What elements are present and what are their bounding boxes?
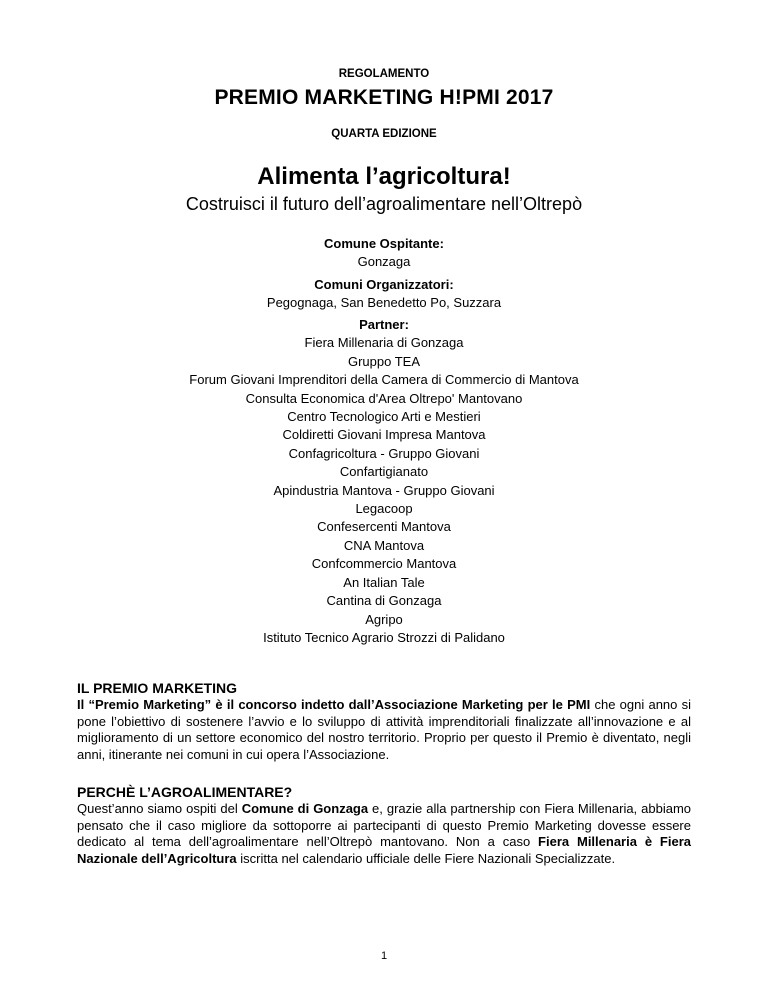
partner-item: Coldiretti Giovani Impresa Mantova xyxy=(282,427,486,443)
document-title: PREMIO MARKETING H!PMI 2017 xyxy=(214,86,554,109)
agro-bold-1: Comune di Gonzaga xyxy=(241,801,369,816)
organizers-value: Pegognaga, San Benedetto Po, Suzzara xyxy=(266,295,502,310)
partner-item: Apindustria Mantova - Gruppo Giovani xyxy=(273,482,495,498)
section-heading-agroalimentare: PERCHÈ L’AGROALIMENTARE? xyxy=(77,784,293,800)
agro-bold-2: Fiera Millenaria è Fiera Nazionale dell’Agricoltura xyxy=(77,834,691,866)
partner-item: Confartigianato xyxy=(339,464,429,480)
partner-item: Confagricoltura - Gruppo Giovani xyxy=(288,445,480,461)
partner-item: Confcommercio Mantova xyxy=(311,556,457,572)
partner-item: Confesercenti Mantova xyxy=(317,519,451,535)
section-heading-premio: IL PREMIO MARKETING xyxy=(77,680,237,696)
partner-item: Cantina di Gonzaga xyxy=(326,593,442,609)
slogan-subheading: Costruisci il futuro dell’agroalimentare nell’Oltrepò xyxy=(185,194,583,214)
partner-item: Gruppo TEA xyxy=(347,353,421,369)
page-number: 1 xyxy=(380,950,388,962)
partner-item: An Italian Tale xyxy=(343,574,425,590)
partners-label: Partner: xyxy=(359,317,409,332)
host-value: Gonzaga xyxy=(357,254,411,269)
organizers-label: Comuni Organizzatori: xyxy=(314,277,454,292)
regulation-label: REGOLAMENTO xyxy=(338,68,430,80)
partner-item: CNA Mantova xyxy=(343,537,425,553)
slogan-heading: Alimenta l’agricoltura! xyxy=(257,163,511,190)
partner-item: Legacoop xyxy=(355,501,413,517)
agro-text-3: iscritta nel calendario ufficiale delle Fiere Nazionali Specializzate. xyxy=(236,850,616,866)
partner-item: Consulta Economica d'Area Oltrepo' Mantovano xyxy=(245,390,523,406)
premio-text: che ogni anno si pone l’obiettivo di sostenere l’avvio e lo sviluppo di attività imprenditoriali finalizzate all’innovazione e al miglioramento di un settore economico del nostro territorio. Proprio per questo il Premio è diventato, negli anni, itinerante nei comuni in cui opera l’Associazione. xyxy=(77,697,692,762)
organizers-block xyxy=(0,276,768,312)
agro-text-2: e, grazie alla partnership con Fiera Millenaria, abbiamo pensato che il caso migliore da sottoporre ai partecipanti di questo Premio Marketing dovesse essere dedicato al tema dell’agroalimentare nell’Oltrepò mantovano. Non a caso xyxy=(77,801,692,849)
edition-label: QUARTA EDIZIONE xyxy=(331,128,437,140)
section-paragraph-premio xyxy=(77,697,691,763)
partners-block xyxy=(0,316,768,647)
host-block xyxy=(0,235,768,271)
partner-item: Istituto Tecnico Agrario Strozzi di Palidano xyxy=(263,629,505,645)
premio-bold-intro: Il “Premio Marketing” è il concorso indetto dall’Associazione Marketing per le PMI xyxy=(77,697,591,712)
section-paragraph-agroalimentare xyxy=(77,801,691,867)
agro-text-1: Quest’anno siamo ospiti del xyxy=(77,801,242,816)
partner-item: Fiera Millenaria di Gonzaga xyxy=(304,335,464,351)
partner-item: Forum Giovani Imprenditori della Camera di Commercio di Mantova xyxy=(189,372,579,388)
host-label: Comune Ospitante: xyxy=(324,236,444,251)
partner-item: Agripo xyxy=(365,611,403,627)
partner-item: Centro Tecnologico Arti e Mestieri xyxy=(287,409,481,425)
